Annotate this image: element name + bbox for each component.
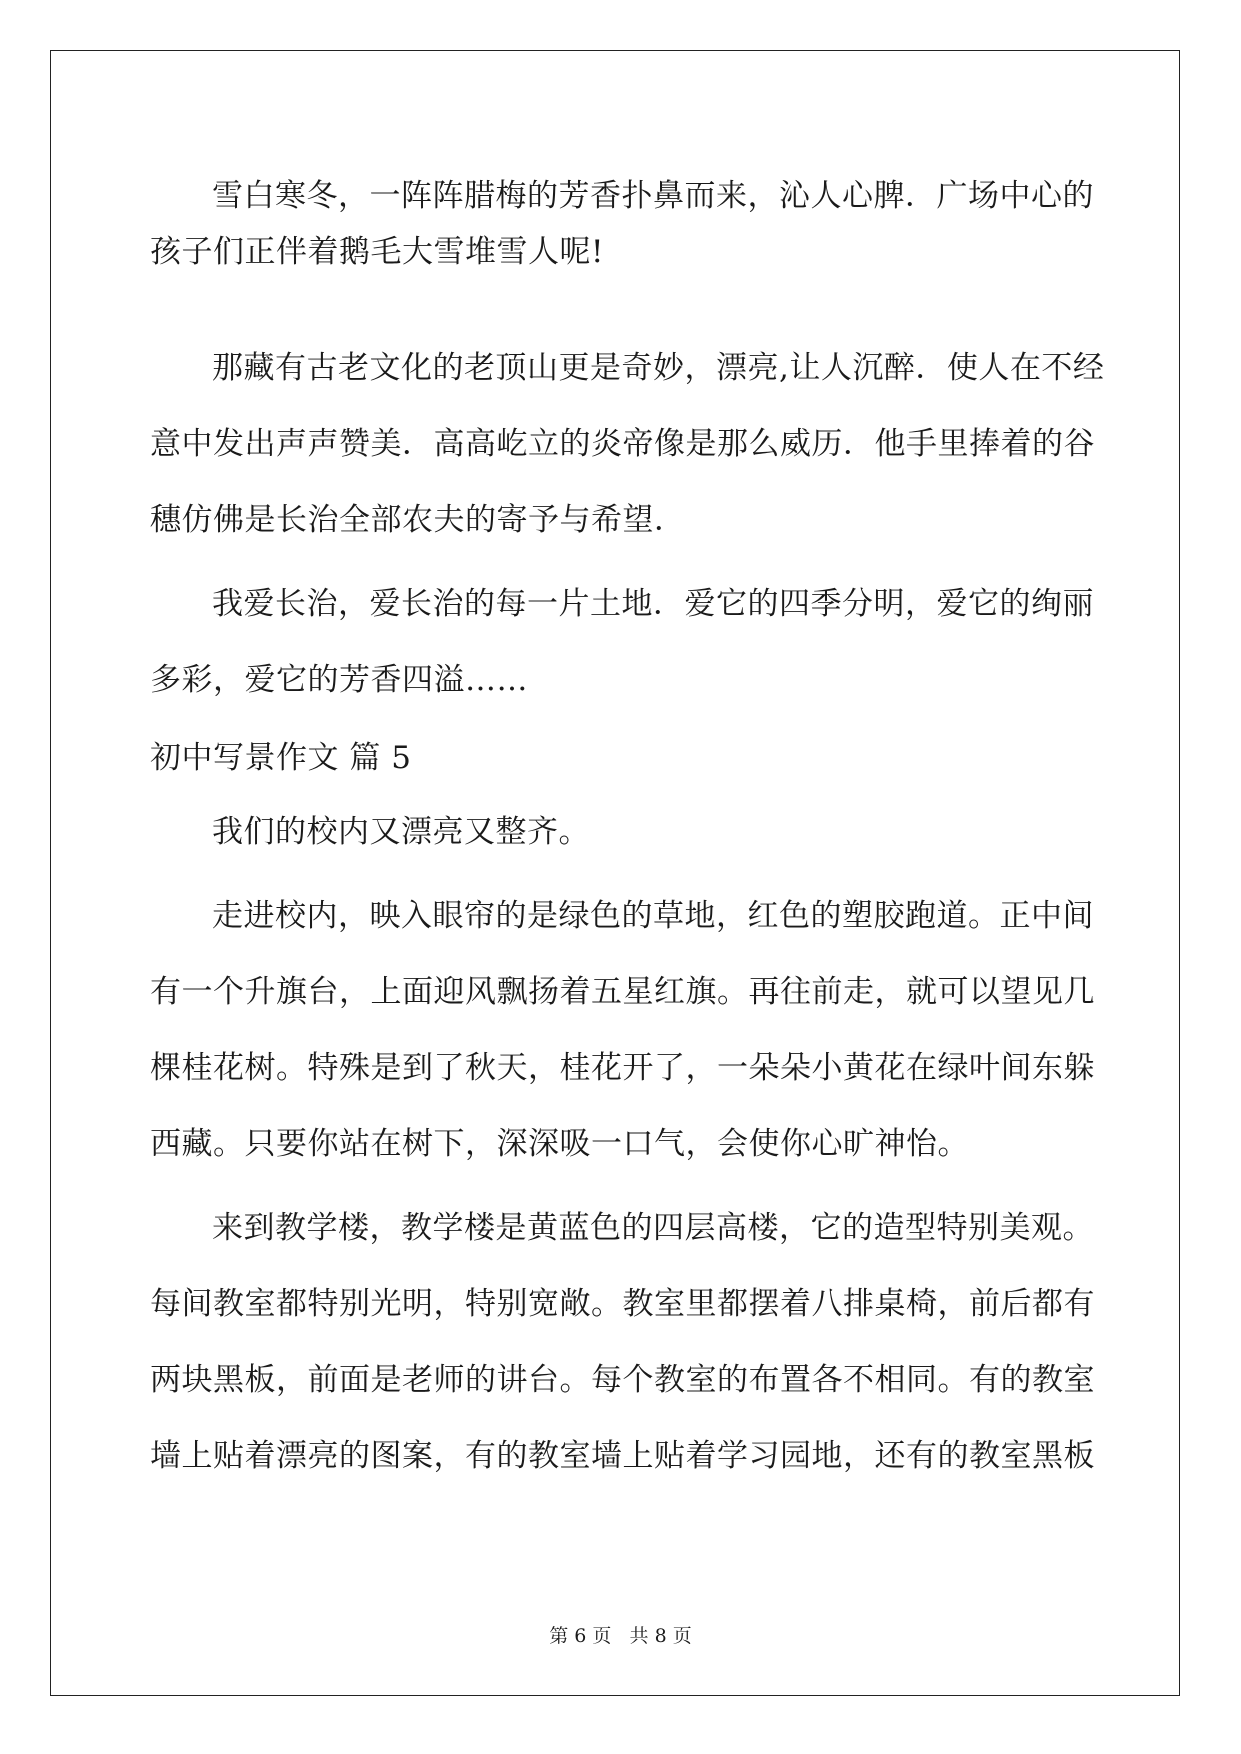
- page-number: 第 6 页 共 8 页: [549, 1625, 692, 1647]
- paragraph-line: 我们的校内又漂亮又整齐。: [212, 814, 590, 850]
- paragraph-line: 孩子们正伴着鹅毛大雪堆雪人呢!: [150, 234, 604, 270]
- paragraph-line: 来到教学楼，教学楼是黄蓝色的四层高楼，它的造型特别美观。: [212, 1210, 1094, 1246]
- paragraph-line: 棵桂花树。特殊是到了秋天，桂花开了，一朵朵小黄花在绿叶间东躲: [150, 1050, 1095, 1086]
- paragraph-line: 走进校内，映入眼帘的是绿色的草地，红色的塑胶跑道。正中间: [212, 898, 1094, 934]
- paragraph-line: 两块黑板，前面是老师的讲台。每个教室的布置各不相同。有的教室: [150, 1362, 1095, 1398]
- paragraph-line: 那藏有古老文化的老顶山更是奇妙，漂亮,让人沉醉．使人在不经: [212, 350, 1105, 386]
- paragraph-line: 意中发出声声赞美．高高屹立的炎帝像是那么威历．他手里捧着的谷: [150, 426, 1095, 462]
- paragraph-line: 穗仿佛是长治全部农夫的寄予与希望．: [150, 502, 686, 538]
- section-heading: 初中写景作文 篇 5: [150, 740, 412, 776]
- paragraph-line: 有一个升旗台，上面迎风飘扬着五星红旗。再往前走，就可以望见几: [150, 974, 1095, 1010]
- paragraph-line: 西藏。只要你站在树下，深深吸一口气，会使你心旷神怡。: [150, 1126, 969, 1162]
- paragraph-line: 多彩，爱它的芳香四溢……: [150, 662, 528, 698]
- paragraph-line: 我爱长治，爱长治的每一片土地．爱它的四季分明，爱它的绚丽: [212, 586, 1094, 622]
- paragraph-line: 墙上贴着漂亮的图案，有的教室墙上贴着学习园地，还有的教室黑板: [150, 1438, 1095, 1474]
- paragraph-line: 雪白寒冬，一阵阵腊梅的芳香扑鼻而来，沁人心脾．广场中心的: [212, 178, 1094, 214]
- paragraph-line: 每间教室都特别光明，特别宽敞。教室里都摆着八排桌椅，前后都有: [150, 1286, 1095, 1322]
